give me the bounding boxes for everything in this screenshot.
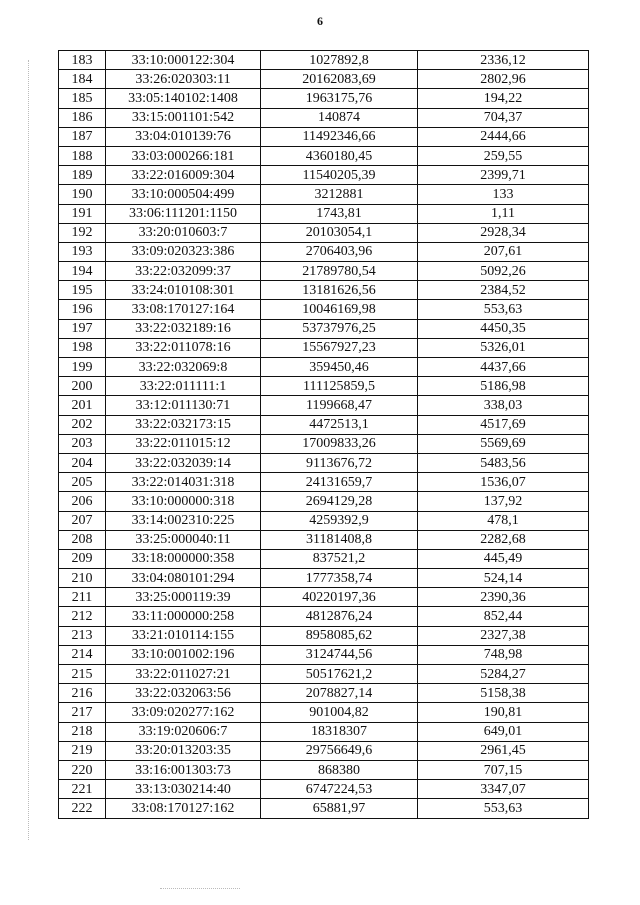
cadastral-number-cell: 33:08:170127:164	[106, 300, 261, 319]
cadastral-value-cell: 3212881	[261, 185, 418, 204]
row-number-cell: 221	[59, 780, 106, 799]
row-number-cell: 207	[59, 511, 106, 530]
cadastral-number-cell: 33:09:020323:386	[106, 242, 261, 261]
tax-value-cell: 137,92	[418, 492, 589, 511]
table-row	[59, 607, 589, 626]
tax-value-cell: 194,22	[418, 89, 589, 108]
tax-value-cell: 207,61	[418, 242, 589, 261]
row-number-cell: 198	[59, 338, 106, 357]
row-number-cell: 190	[59, 185, 106, 204]
table-row	[59, 242, 589, 261]
table-row	[59, 338, 589, 357]
row-number-cell: 204	[59, 453, 106, 472]
row-number-cell: 188	[59, 146, 106, 165]
tax-value-cell: 4517,69	[418, 415, 589, 434]
row-number-cell: 197	[59, 319, 106, 338]
cadastral-number-cell: 33:06:111201:1150	[106, 204, 261, 223]
table-row	[59, 51, 589, 70]
cadastral-value-cell: 2078827,14	[261, 684, 418, 703]
cadastral-value-cell: 11540205,39	[261, 166, 418, 185]
table-row	[59, 166, 589, 185]
tax-value-cell: 259,55	[418, 146, 589, 165]
tax-value-cell: 5092,26	[418, 262, 589, 281]
cadastral-value-cell: 20103054,1	[261, 223, 418, 242]
row-number-cell: 202	[59, 415, 106, 434]
table-row	[59, 665, 589, 684]
tax-value-cell: 133	[418, 185, 589, 204]
cadastral-number-cell: 33:22:011027:21	[106, 665, 261, 684]
tax-value-cell: 3347,07	[418, 780, 589, 799]
table-row	[59, 223, 589, 242]
table-row	[59, 108, 589, 127]
tax-value-cell: 4437,66	[418, 358, 589, 377]
tax-value-cell: 2336,12	[418, 51, 589, 70]
cadastral-value-cell: 4472513,1	[261, 415, 418, 434]
table-row	[59, 89, 589, 108]
cadastral-value-cell: 9113676,72	[261, 453, 418, 472]
row-number-cell: 222	[59, 799, 106, 818]
row-number-cell: 191	[59, 204, 106, 223]
cadastral-value-cell: 1777358,74	[261, 569, 418, 588]
cadastral-value-cell: 1743,81	[261, 204, 418, 223]
cadastral-value-cell: 4259392,9	[261, 511, 418, 530]
tax-value-cell: 553,63	[418, 300, 589, 319]
table-row	[59, 780, 589, 799]
cadastral-number-cell: 33:10:000122:304	[106, 51, 261, 70]
cadastral-number-cell: 33:24:010108:301	[106, 281, 261, 300]
cadastral-value-cell: 53737976,25	[261, 319, 418, 338]
table-row	[59, 530, 589, 549]
row-number-cell: 220	[59, 760, 106, 779]
cadastral-value-cell: 24131659,7	[261, 473, 418, 492]
cadastral-value-cell: 65881,97	[261, 799, 418, 818]
cadastral-number-cell: 33:22:032189:16	[106, 319, 261, 338]
cadastral-number-cell: 33:05:140102:1408	[106, 89, 261, 108]
cadastral-value-cell: 901004,82	[261, 703, 418, 722]
scan-edge-bottom	[160, 888, 240, 889]
row-number-cell: 200	[59, 377, 106, 396]
table-row	[59, 569, 589, 588]
cadastral-value-cell: 4812876,24	[261, 607, 418, 626]
row-number-cell: 206	[59, 492, 106, 511]
table-row	[59, 645, 589, 664]
tax-value-cell: 5284,27	[418, 665, 589, 684]
tax-value-cell: 2928,34	[418, 223, 589, 242]
cadastral-value-cell: 29756649,6	[261, 741, 418, 760]
cadastral-value-cell: 3124744,56	[261, 645, 418, 664]
cadastral-number-cell: 33:22:011111:1	[106, 377, 261, 396]
cadastral-value-cell: 2694129,28	[261, 492, 418, 511]
row-number-cell: 185	[59, 89, 106, 108]
tax-value-cell: 445,49	[418, 549, 589, 568]
cadastral-value-cell: 10046169,98	[261, 300, 418, 319]
registry-table	[58, 50, 589, 819]
cadastral-value-cell: 868380	[261, 760, 418, 779]
row-number-cell: 208	[59, 530, 106, 549]
tax-value-cell: 748,98	[418, 645, 589, 664]
cadastral-number-cell: 33:21:010114:155	[106, 626, 261, 645]
table-row	[59, 358, 589, 377]
table-row	[59, 473, 589, 492]
cadastral-value-cell: 1963175,76	[261, 89, 418, 108]
row-number-cell: 183	[59, 51, 106, 70]
table-row	[59, 70, 589, 89]
tax-value-cell: 524,14	[418, 569, 589, 588]
row-number-cell: 209	[59, 549, 106, 568]
cadastral-value-cell: 6747224,53	[261, 780, 418, 799]
tax-value-cell: 704,37	[418, 108, 589, 127]
cadastral-number-cell: 33:04:080101:294	[106, 569, 261, 588]
cadastral-value-cell: 1027892,8	[261, 51, 418, 70]
cadastral-number-cell: 33:10:000504:499	[106, 185, 261, 204]
table-row	[59, 684, 589, 703]
table-row	[59, 281, 589, 300]
cadastral-number-cell: 33:08:170127:162	[106, 799, 261, 818]
row-number-cell: 212	[59, 607, 106, 626]
cadastral-number-cell: 33:25:000119:39	[106, 588, 261, 607]
cadastral-number-cell: 33:22:032069:8	[106, 358, 261, 377]
cadastral-number-cell: 33:13:030214:40	[106, 780, 261, 799]
cadastral-number-cell: 33:22:011078:16	[106, 338, 261, 357]
table-row	[59, 127, 589, 146]
cadastral-value-cell: 18318307	[261, 722, 418, 741]
tax-value-cell: 2961,45	[418, 741, 589, 760]
cadastral-value-cell: 11492346,66	[261, 127, 418, 146]
row-number-cell: 189	[59, 166, 106, 185]
cadastral-value-cell: 40220197,36	[261, 588, 418, 607]
cadastral-number-cell: 33:18:000000:358	[106, 549, 261, 568]
table-row	[59, 204, 589, 223]
registry-table-body	[59, 51, 589, 819]
row-number-cell: 184	[59, 70, 106, 89]
tax-value-cell: 5186,98	[418, 377, 589, 396]
table-row	[59, 588, 589, 607]
cadastral-value-cell: 50517621,2	[261, 665, 418, 684]
table-row	[59, 300, 589, 319]
table-row	[59, 434, 589, 453]
table-row	[59, 415, 589, 434]
row-number-cell: 215	[59, 665, 106, 684]
cadastral-number-cell: 33:15:001101:542	[106, 108, 261, 127]
cadastral-number-cell: 33:11:000000:258	[106, 607, 261, 626]
row-number-cell: 195	[59, 281, 106, 300]
cadastral-number-cell: 33:22:032099:37	[106, 262, 261, 281]
table-row	[59, 511, 589, 530]
tax-value-cell: 5158,38	[418, 684, 589, 703]
cadastral-number-cell: 33:22:016009:304	[106, 166, 261, 185]
table-row	[59, 453, 589, 472]
row-number-cell: 192	[59, 223, 106, 242]
tax-value-cell: 2384,52	[418, 281, 589, 300]
cadastral-value-cell: 1199668,47	[261, 396, 418, 415]
row-number-cell: 213	[59, 626, 106, 645]
table-row	[59, 703, 589, 722]
cadastral-number-cell: 33:26:020303:11	[106, 70, 261, 89]
row-number-cell: 210	[59, 569, 106, 588]
cadastral-number-cell: 33:10:000000:318	[106, 492, 261, 511]
tax-value-cell: 2282,68	[418, 530, 589, 549]
table-row	[59, 146, 589, 165]
tax-value-cell: 2327,38	[418, 626, 589, 645]
page-number: 6	[317, 14, 323, 28]
row-number-cell: 205	[59, 473, 106, 492]
cadastral-number-cell: 33:22:032063:56	[106, 684, 261, 703]
row-number-cell: 194	[59, 262, 106, 281]
cadastral-number-cell: 33:22:014031:318	[106, 473, 261, 492]
table-row	[59, 319, 589, 338]
row-number-cell: 218	[59, 722, 106, 741]
cadastral-value-cell: 17009833,26	[261, 434, 418, 453]
row-number-cell: 196	[59, 300, 106, 319]
table-row	[59, 377, 589, 396]
cadastral-value-cell: 21789780,54	[261, 262, 418, 281]
table-row	[59, 549, 589, 568]
tax-value-cell: 5483,56	[418, 453, 589, 472]
cadastral-number-cell: 33:03:000266:181	[106, 146, 261, 165]
row-number-cell: 199	[59, 358, 106, 377]
tax-value-cell: 2390,36	[418, 588, 589, 607]
row-number-cell: 214	[59, 645, 106, 664]
cadastral-number-cell: 33:10:001002:196	[106, 645, 261, 664]
cadastral-number-cell: 33:16:001303:73	[106, 760, 261, 779]
cadastral-value-cell: 359450,46	[261, 358, 418, 377]
table-row	[59, 396, 589, 415]
table-row	[59, 722, 589, 741]
table-row	[59, 760, 589, 779]
tax-value-cell: 338,03	[418, 396, 589, 415]
row-number-cell: 187	[59, 127, 106, 146]
row-number-cell: 186	[59, 108, 106, 127]
cadastral-number-cell: 33:09:020277:162	[106, 703, 261, 722]
row-number-cell: 193	[59, 242, 106, 261]
table-row	[59, 626, 589, 645]
row-number-cell: 201	[59, 396, 106, 415]
row-number-cell: 219	[59, 741, 106, 760]
cadastral-value-cell: 837521,2	[261, 549, 418, 568]
cadastral-number-cell: 33:20:010603:7	[106, 223, 261, 242]
cadastral-value-cell: 4360180,45	[261, 146, 418, 165]
cadastral-value-cell: 2706403,96	[261, 242, 418, 261]
table-row	[59, 741, 589, 760]
cadastral-value-cell: 111125859,5	[261, 377, 418, 396]
cadastral-number-cell: 33:04:010139:76	[106, 127, 261, 146]
tax-value-cell: 5326,01	[418, 338, 589, 357]
cadastral-value-cell: 140874	[261, 108, 418, 127]
row-number-cell: 217	[59, 703, 106, 722]
tax-value-cell: 2399,71	[418, 166, 589, 185]
tax-value-cell: 852,44	[418, 607, 589, 626]
row-number-cell: 216	[59, 684, 106, 703]
tax-value-cell: 5569,69	[418, 434, 589, 453]
table-row	[59, 185, 589, 204]
cadastral-number-cell: 33:20:013203:35	[106, 741, 261, 760]
table-row	[59, 262, 589, 281]
cadastral-number-cell: 33:22:011015:12	[106, 434, 261, 453]
tax-value-cell: 707,15	[418, 760, 589, 779]
tax-value-cell: 4450,35	[418, 319, 589, 338]
cadastral-number-cell: 33:25:000040:11	[106, 530, 261, 549]
cadastral-value-cell: 15567927,23	[261, 338, 418, 357]
tax-value-cell: 1,11	[418, 204, 589, 223]
row-number-cell: 203	[59, 434, 106, 453]
table-row	[59, 799, 589, 818]
cadastral-value-cell: 13181626,56	[261, 281, 418, 300]
tax-value-cell: 478,1	[418, 511, 589, 530]
tax-value-cell: 553,63	[418, 799, 589, 818]
cadastral-value-cell: 31181408,8	[261, 530, 418, 549]
cadastral-number-cell: 33:12:011130:71	[106, 396, 261, 415]
tax-value-cell: 2444,66	[418, 127, 589, 146]
tax-value-cell: 649,01	[418, 722, 589, 741]
tax-value-cell: 1536,07	[418, 473, 589, 492]
cadastral-number-cell: 33:14:002310:225	[106, 511, 261, 530]
cadastral-number-cell: 33:22:032039:14	[106, 453, 261, 472]
tax-value-cell: 2802,96	[418, 70, 589, 89]
tax-value-cell: 190,81	[418, 703, 589, 722]
cadastral-value-cell: 8958085,62	[261, 626, 418, 645]
table-row	[59, 492, 589, 511]
row-number-cell: 211	[59, 588, 106, 607]
cadastral-value-cell: 20162083,69	[261, 70, 418, 89]
cadastral-number-cell: 33:19:020606:7	[106, 722, 261, 741]
scan-edge-left	[28, 60, 30, 840]
cadastral-number-cell: 33:22:032173:15	[106, 415, 261, 434]
